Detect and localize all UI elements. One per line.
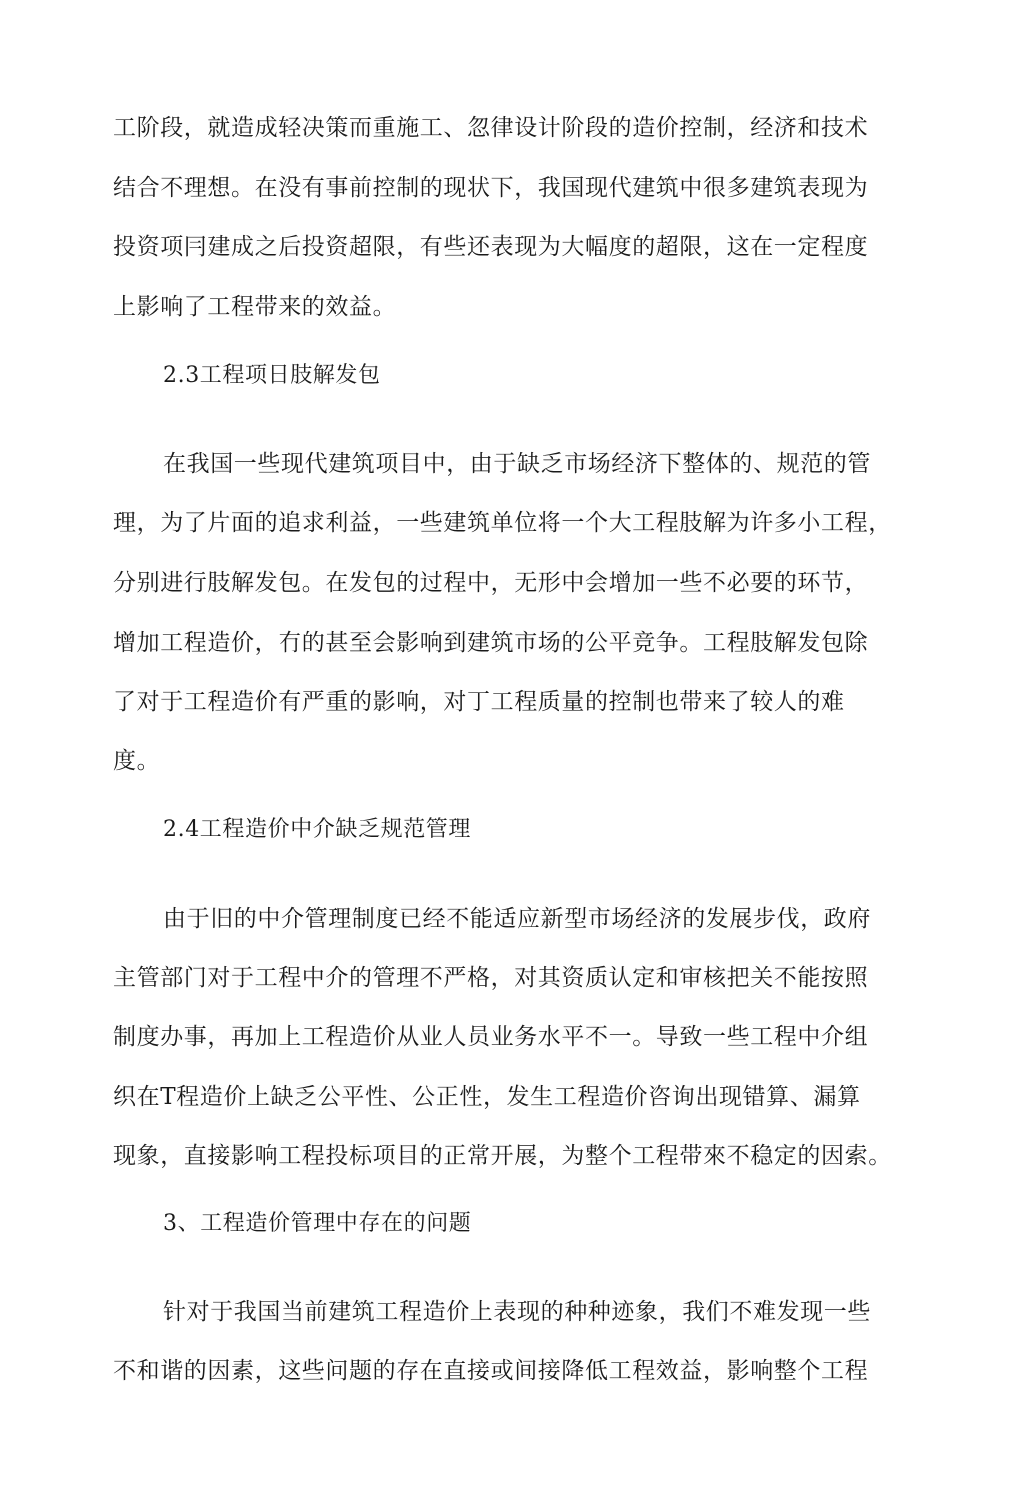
paragraph-3-line-2: 主管部门对于工程中介的管理不严格，对其资质认定和审核把关不能按照 (113, 965, 869, 991)
paragraph-2-line-1: 在我国一些现代建筑项目中，由于缺乏市场经济下整体的、规范的管 (163, 451, 871, 477)
paragraph-1-line-3: 投资项冃建成之后投资超限，有些还表现为大幅度的超限，这在一定程度 (113, 234, 869, 260)
paragraph-3-line-1: 由于旧的中介管理制度已经不能适应新型市场经济的发展步伐，政府 (163, 906, 871, 932)
paragraph-2-line-4: 增加工程造价，冇的甚至会影响到建筑市场的公平竞争。工程肢解发包除 (113, 630, 869, 656)
section-heading-3: 3、工程造价管理中存在的问题 (163, 1211, 472, 1236)
paragraph-1-line-2: 结合不理想。在没有事前控制的现状下，我国现代建筑中很多建筑表现为 (113, 175, 869, 201)
section-heading-2-3: 2.3工程项日肢解发包 (163, 363, 381, 388)
paragraph-1-line-4: 上影响了工程带来的效益。 (113, 294, 397, 320)
paragraph-2-line-2: 理，为了片面的追求利益，一些建筑单位将一个大工程肢解为许多小工程， (113, 510, 892, 536)
paragraph-3-line-5: 现象，直接影响工程投标项目的正常开展，为整个工程带來不稳定的因索。 (113, 1143, 892, 1169)
paragraph-2-line-6: 度。 (113, 748, 161, 774)
paragraph-2-line-5: 了对于工程造价有严重的影响，对丁工程质量的控制也带来了较人的难 (113, 689, 845, 715)
paragraph-1-line-1: 工阶段，就造成轻决策而重施工、忽律设计阶段的造价控制，经济和技术 (113, 115, 869, 141)
paragraph-4-line-1: 针对于我国当前建筑工程造价上表现的种种迹象，我们不难发现一些 (163, 1299, 871, 1325)
paragraph-3-line-3: 制度办事，再加上工程造价从业人员业务水平不一。导致一些工程中介组 (113, 1024, 869, 1050)
paragraph-2-line-3: 分别进行肢解发包。在发包的过程中，无形中会增加一些不必要的环节， (113, 570, 869, 596)
paragraph-4-line-2: 不和谐的因素，这些问题的存在直接或间接降低工程效益，影响整个工程 (113, 1358, 869, 1384)
section-heading-2-4: 2.4工程造价中介缺乏规范管理 (163, 817, 471, 842)
paragraph-3-line-4: 织在T程造价上缺乏公平性、公正性，发生工程造价咨询出现错算、漏算 (113, 1084, 861, 1110)
